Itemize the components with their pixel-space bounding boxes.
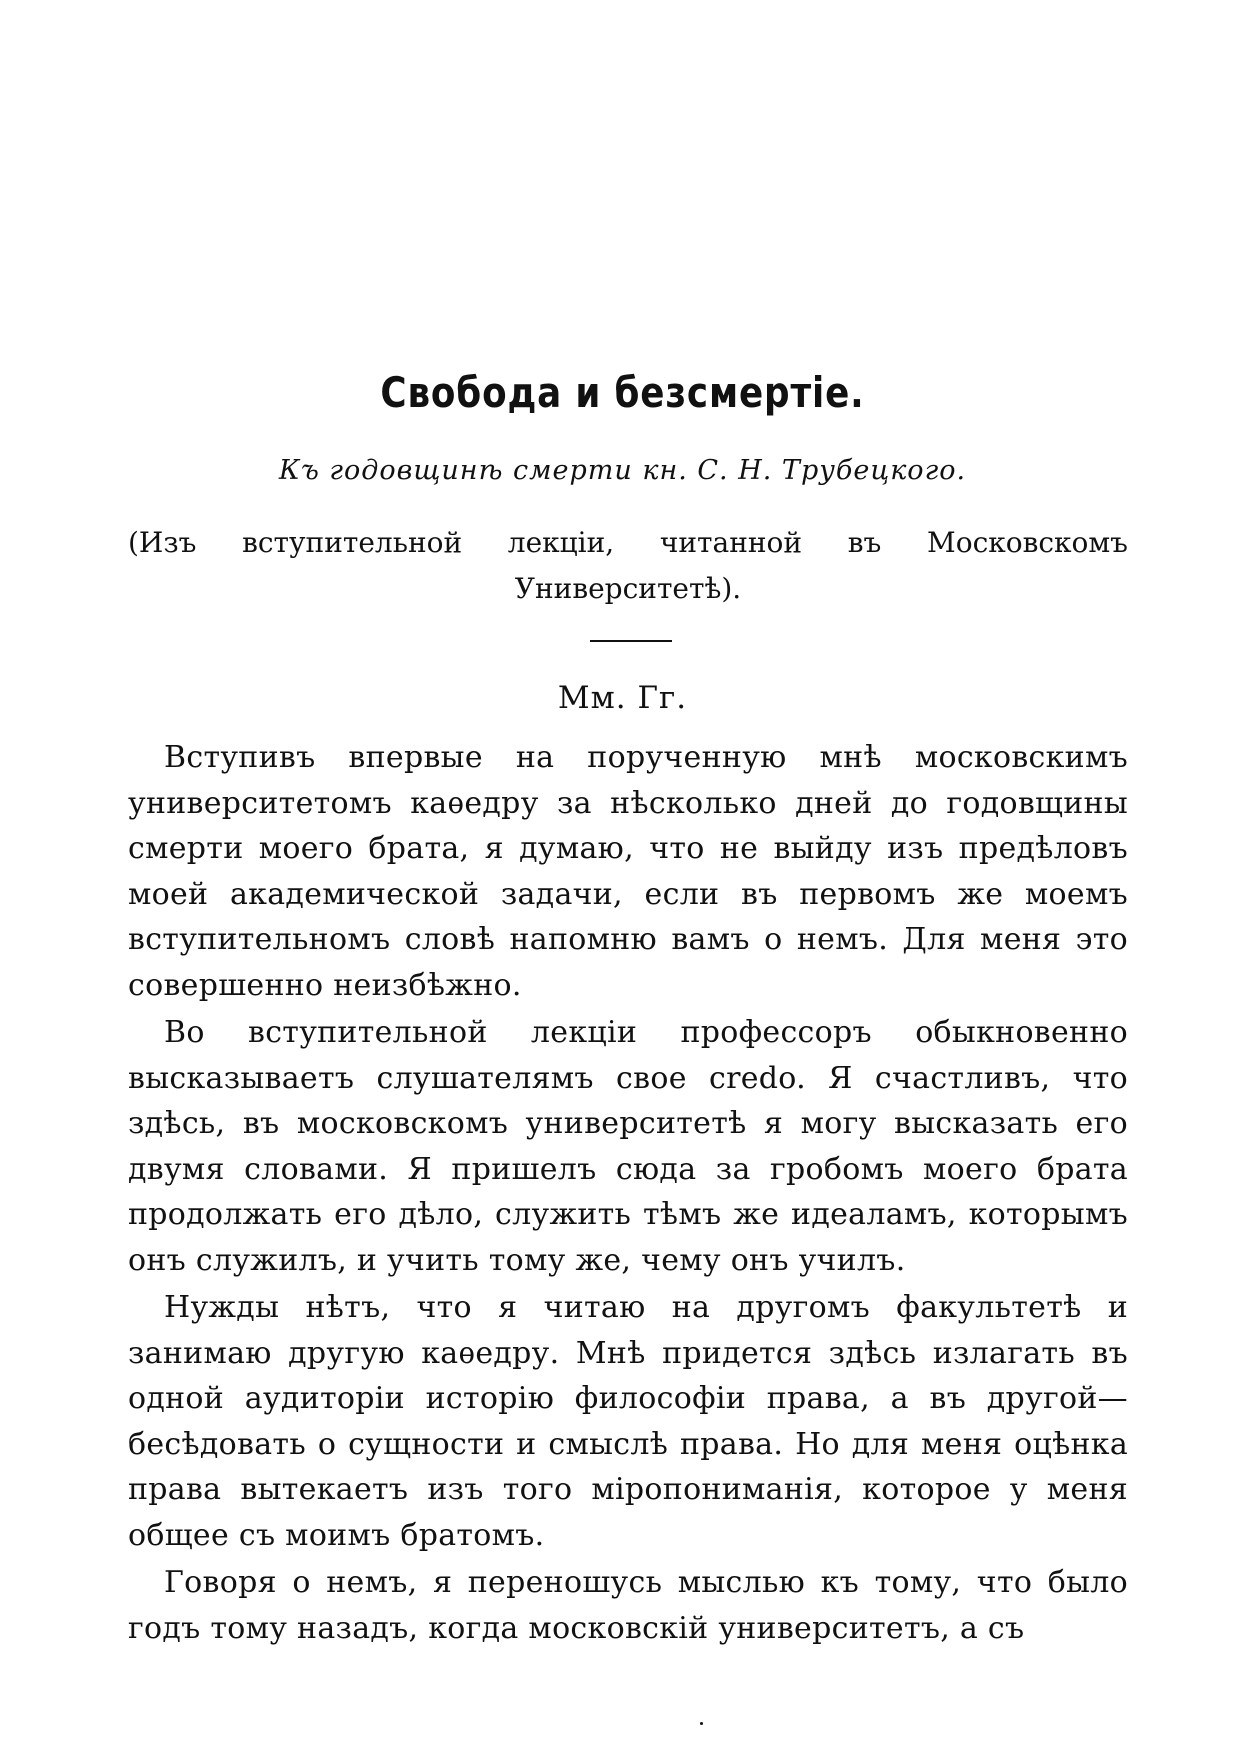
salutation: Мм. Гг. <box>557 680 688 716</box>
paragraph: Нужды нѣтъ, что я читаю на другомъ факультетѣ и занимаю другую каѳедру. Мнѣ придется здѣсь излагать въ одной аудиторіи исторію философіи права, а въ другой—бесѣдовать о сущности и смыслѣ права. Но для меня оцѣнка права вытекаетъ изъ того міропониманія, которое у меня общее съ моимъ братомъ. <box>128 1290 1128 1553</box>
source-note: (Изъ вступительной лекціи, читанной въ Московскомъ Университетѣ). <box>128 526 1128 605</box>
print-speck <box>700 1722 703 1725</box>
separator-rule <box>590 640 672 642</box>
article-subtitle: Къ годовщинѣ смерти кн. С. Н. Трубецкого. <box>278 455 967 486</box>
article-title: Свобода и безсмертіе. <box>380 368 865 417</box>
body-text <box>128 735 1128 1653</box>
paragraph: Вступивъ впервые на порученную мнѣ московскимъ университетомъ каѳедру за нѣсколько дней до годовщины смерти моего брата, я думаю, что не выйду изъ предѣловъ моей академической задачи, если въ первомъ же моемъ вступительномъ словѣ напомню вамъ о немъ. Для меня это совершенно неизбѣжно. <box>128 740 1128 1003</box>
paragraph: Говоря о немъ, я переношусь мыслью къ тому, что было годъ тому назадъ, когда московскій университетъ, а съ <box>128 1565 1128 1646</box>
paragraph: Во вступительной лекціи профессоръ обыкновенно высказываетъ слушателямъ свое credo. Я счастливъ, что здѣсь, въ московскомъ университетѣ я могу высказать его двумя словами. Я пришелъ сюда за гробомъ моего брата продолжать его дѣло, служить тѣмъ же идеаламъ, которымъ онъ служилъ, и учить тому же, чему онъ училъ. <box>128 1015 1128 1278</box>
